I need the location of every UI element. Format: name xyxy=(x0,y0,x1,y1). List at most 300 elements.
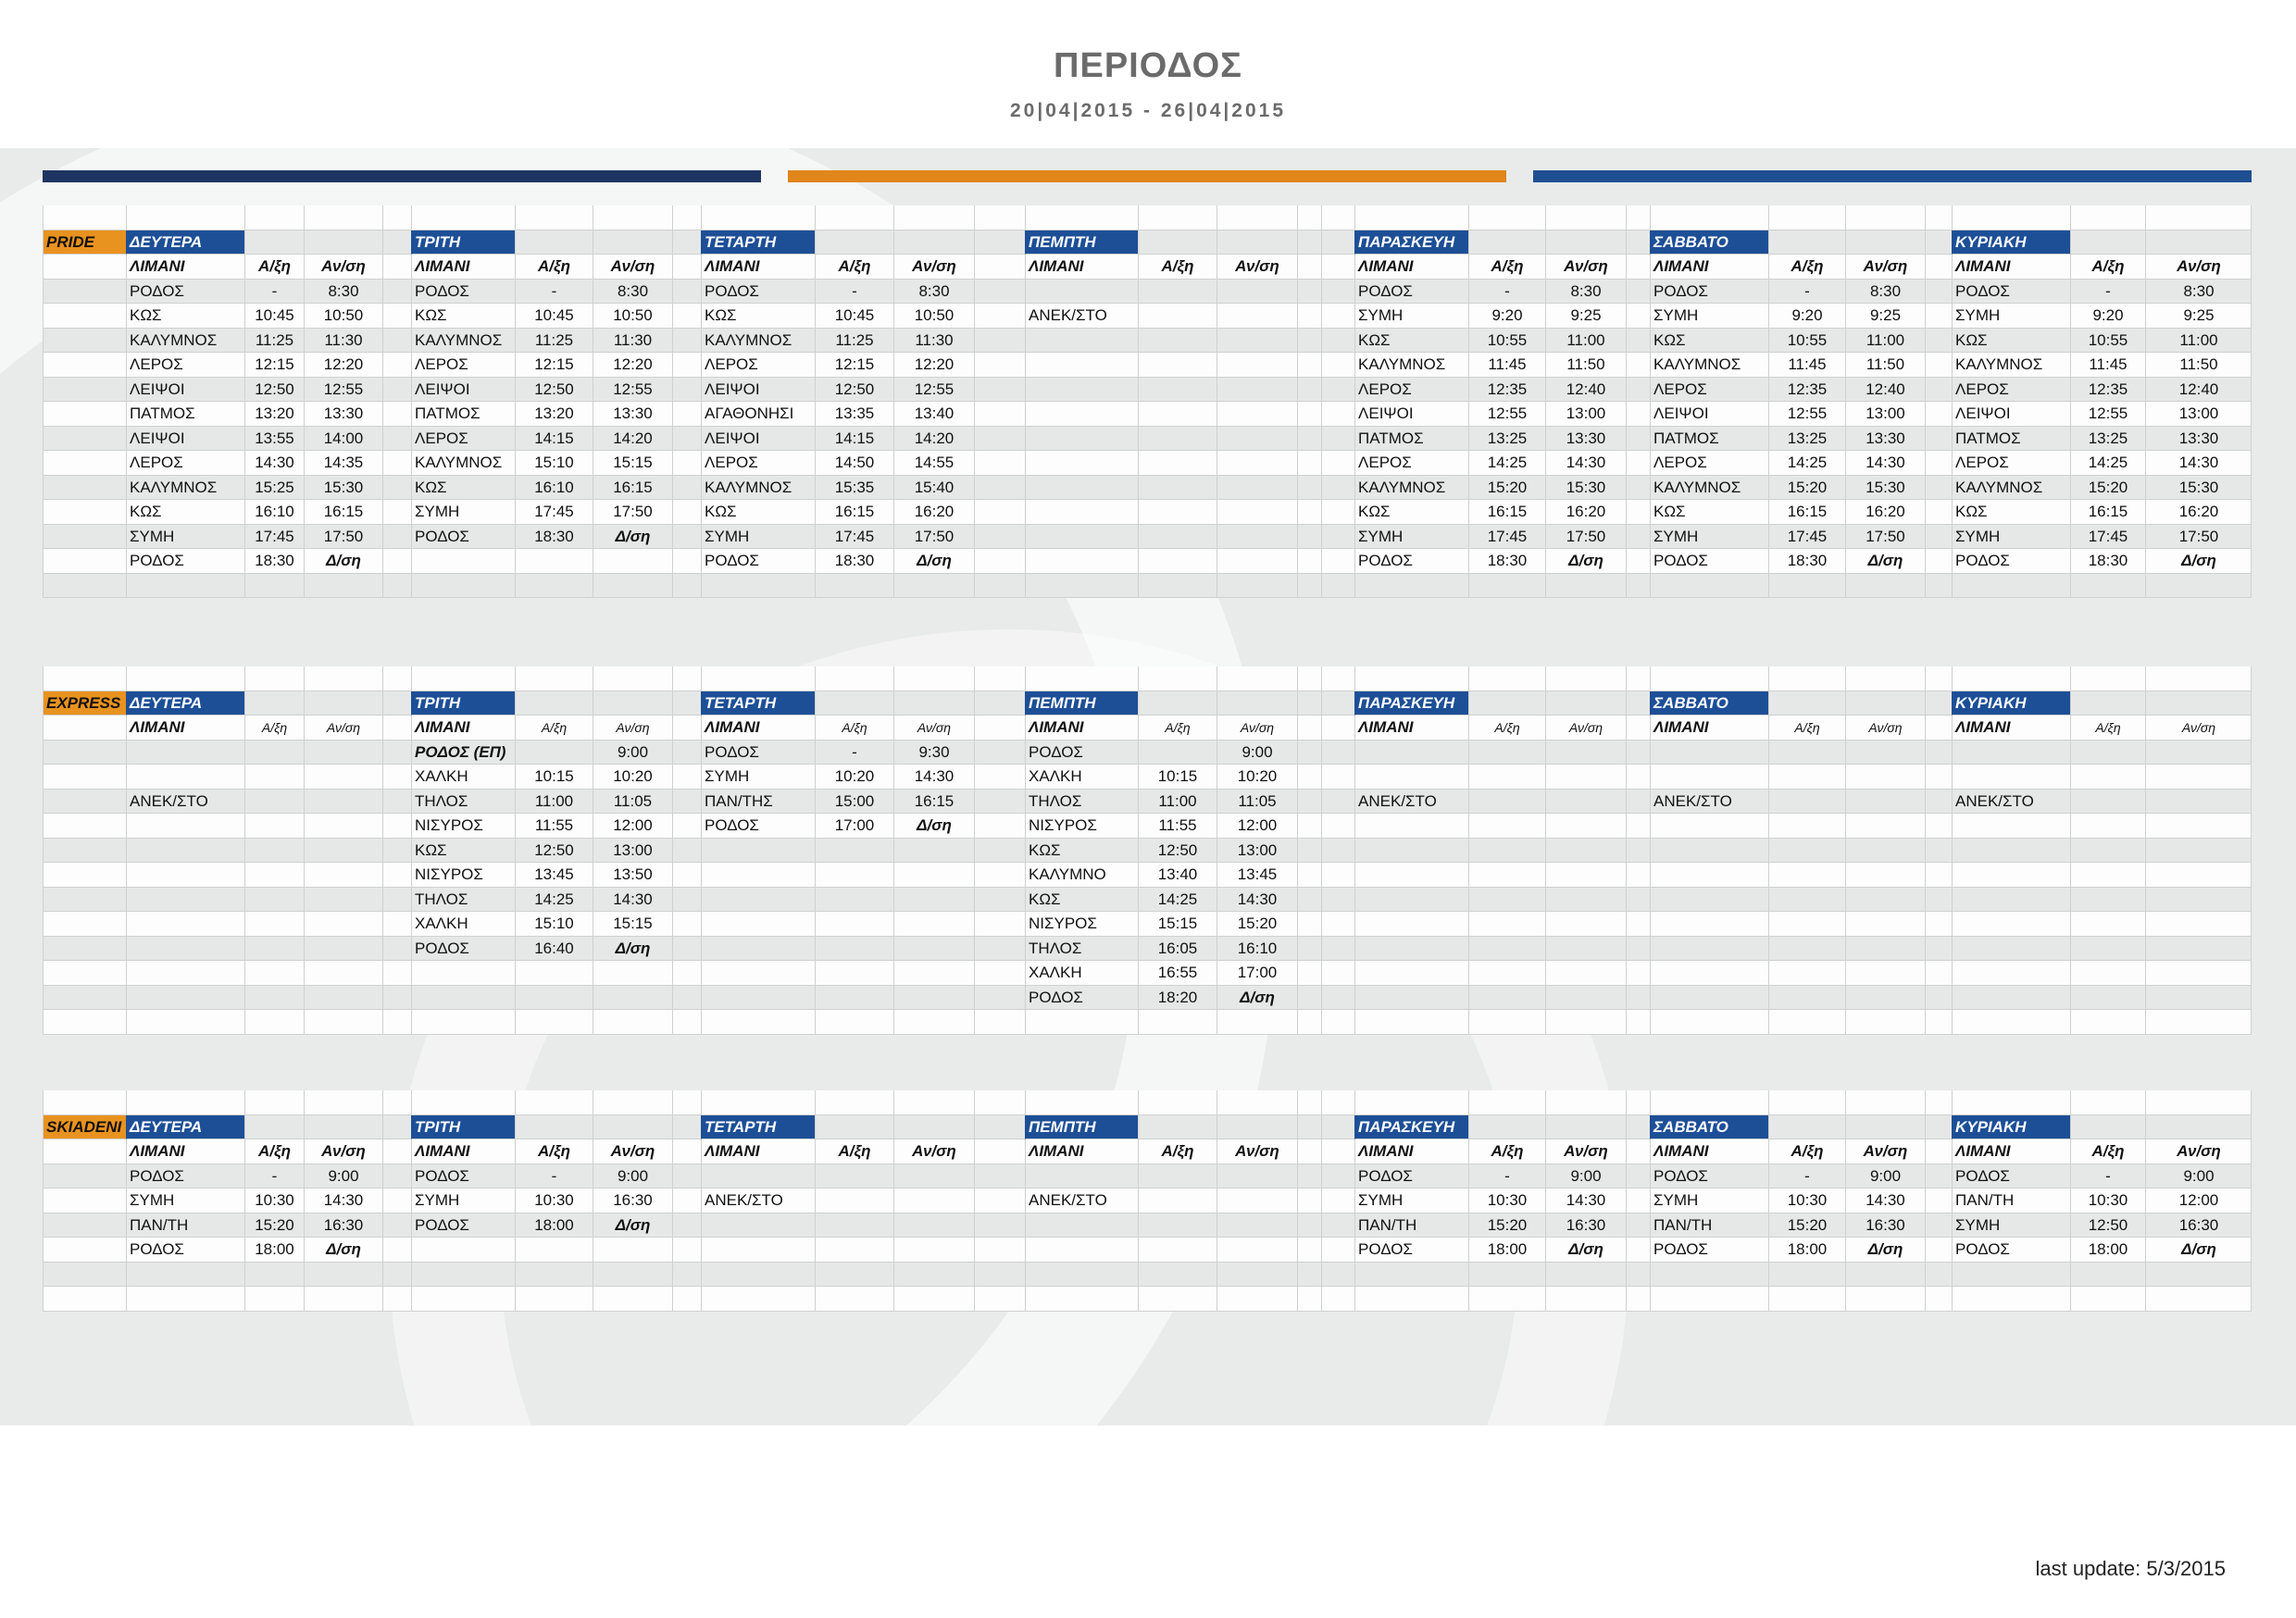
port-cell: ΡΟΔΟΣ xyxy=(1025,986,1138,1011)
departure-time-cell: 14:30 xyxy=(1545,451,1626,476)
departure-column-header: Αν/ση xyxy=(304,255,382,280)
empty-cell xyxy=(974,255,1025,280)
port-cell: ΛΕΙΨΟΙ xyxy=(126,427,244,452)
table-row xyxy=(43,1010,2252,1035)
table-edge xyxy=(2251,666,2252,691)
empty-cell xyxy=(974,863,1025,888)
empty-cell xyxy=(43,912,126,937)
empty-cell xyxy=(1138,1263,1217,1288)
arrival-time-cell: 17:00 xyxy=(815,814,893,839)
empty-cell xyxy=(1925,280,1952,305)
empty-cell xyxy=(1845,888,1925,913)
empty-cell xyxy=(1468,888,1545,913)
port-cell: ΡΟΔΟΣ xyxy=(126,549,244,574)
empty-cell xyxy=(411,666,515,691)
arrival-time-cell: 18:30 xyxy=(815,549,893,574)
empty-cell xyxy=(1297,814,1321,839)
empty-cell xyxy=(1626,1010,1650,1035)
empty-cell xyxy=(974,790,1025,815)
arrival-time-cell: - xyxy=(515,1164,593,1189)
departure-time-cell: 13:30 xyxy=(304,402,382,427)
empty-cell xyxy=(1297,549,1321,574)
empty-cell xyxy=(974,304,1025,329)
table-edge xyxy=(2251,329,2252,354)
departure-time-cell: 9:25 xyxy=(1545,304,1626,329)
port-cell xyxy=(1650,741,1768,765)
empty-cell xyxy=(1650,863,1768,888)
port-cell: ΡΟΔΟΣ xyxy=(1354,549,1468,574)
empty-cell xyxy=(43,427,126,452)
departure-time-cell: 11:30 xyxy=(304,329,382,354)
empty-cell xyxy=(1626,525,1650,550)
empty-cell xyxy=(1217,230,1297,255)
empty-cell xyxy=(382,549,411,574)
arrival-time-cell: - xyxy=(815,741,893,765)
empty-cell xyxy=(1626,961,1650,986)
empty-cell xyxy=(382,839,411,864)
empty-cell xyxy=(1626,765,1650,790)
port-cell: ΛΕΡΟΣ xyxy=(411,427,515,452)
empty-cell xyxy=(126,574,244,599)
empty-cell xyxy=(2145,666,2252,691)
departure-column-header: Αν/ση xyxy=(1845,716,1925,741)
port-cell: ΚΑΛΥΜΝΟ xyxy=(1025,863,1138,888)
empty-cell xyxy=(672,476,701,501)
table-edge xyxy=(2251,716,2252,741)
arrival-time-cell xyxy=(244,741,304,765)
arrival-time-cell: 18:30 xyxy=(1468,549,1545,574)
empty-cell xyxy=(893,691,974,716)
empty-cell xyxy=(974,378,1025,403)
empty-cell xyxy=(815,1010,893,1035)
empty-cell xyxy=(43,549,126,574)
departure-time-cell: 11:05 xyxy=(1217,790,1297,815)
departure-column-header: Αν/ση xyxy=(2145,255,2252,280)
arrival-time-cell: 16:15 xyxy=(2070,500,2145,525)
empty-cell xyxy=(1138,1115,1217,1140)
day-header: ΤΕΤΑΡΤΗ xyxy=(701,1115,815,1140)
arrival-time-cell: 10:45 xyxy=(815,304,893,329)
empty-cell xyxy=(593,986,672,1011)
departure-time-cell xyxy=(1217,1164,1297,1189)
empty-cell xyxy=(672,353,701,378)
empty-cell xyxy=(1925,1214,1952,1238)
empty-cell xyxy=(1025,353,1138,378)
empty-cell xyxy=(515,986,593,1011)
table-row xyxy=(43,329,2252,354)
empty-cell xyxy=(1925,574,1952,599)
empty-cell xyxy=(1545,691,1626,716)
empty-cell xyxy=(1845,1287,1925,1312)
empty-cell xyxy=(382,912,411,937)
empty-cell xyxy=(1845,839,1925,864)
arrival-time-cell: 17:45 xyxy=(2070,525,2145,550)
table-row xyxy=(43,525,2252,550)
departure-time-cell xyxy=(1845,790,1925,815)
empty-cell xyxy=(815,230,893,255)
empty-cell xyxy=(1321,402,1354,427)
departure-column-header: Αν/ση xyxy=(304,1139,382,1164)
empty-cell xyxy=(893,937,974,962)
arrival-time-cell: 15:20 xyxy=(1468,476,1545,501)
empty-cell xyxy=(382,1287,411,1312)
empty-cell xyxy=(1925,476,1952,501)
empty-cell xyxy=(1925,451,1952,476)
empty-cell xyxy=(43,329,126,354)
port-cell: ΛΕΙΨΟΙ xyxy=(411,378,515,403)
empty-cell xyxy=(1025,1238,1138,1263)
departure-time-cell: 9:00 xyxy=(593,1164,672,1189)
departure-time-cell: 14:30 xyxy=(1545,1189,1626,1214)
port-cell: ΚΩΣ xyxy=(411,304,515,329)
empty-cell xyxy=(1217,427,1297,452)
empty-cell xyxy=(1321,1189,1354,1214)
port-cell: ΝΙΣΥΡΟΣ xyxy=(411,814,515,839)
empty-cell xyxy=(2145,691,2252,716)
empty-cell xyxy=(701,912,815,937)
port-cell: ΠΑΝ/ΤΗ xyxy=(126,1214,244,1238)
day-header: ΤΡΙΤΗ xyxy=(411,691,515,716)
table-edge xyxy=(2251,937,2252,962)
port-cell: ΡΟΔΟΣ xyxy=(411,937,515,962)
empty-cell xyxy=(1217,666,1297,691)
departure-time-cell: 15:20 xyxy=(1217,912,1297,937)
table-row xyxy=(43,790,2252,815)
empty-cell xyxy=(515,691,593,716)
departure-column-header: Αν/ση xyxy=(893,255,974,280)
port-cell: ΛΕΡΟΣ xyxy=(1650,451,1768,476)
empty-cell xyxy=(1217,1010,1297,1035)
departure-time-cell: 8:30 xyxy=(2145,280,2252,305)
departure-time-cell: 11:00 xyxy=(2145,329,2252,354)
empty-cell xyxy=(382,1010,411,1035)
empty-cell xyxy=(1297,986,1321,1011)
empty-cell xyxy=(1354,1090,1468,1115)
empty-cell xyxy=(672,451,701,476)
empty-cell xyxy=(672,839,701,864)
empty-cell xyxy=(1321,790,1354,815)
departure-time-cell: 16:15 xyxy=(304,500,382,525)
empty-cell xyxy=(815,863,893,888)
empty-cell xyxy=(126,205,244,230)
port-cell: ΚΑΛΥΜΝΟΣ xyxy=(126,476,244,501)
empty-cell xyxy=(974,500,1025,525)
empty-cell xyxy=(974,912,1025,937)
empty-cell xyxy=(1321,353,1354,378)
empty-cell xyxy=(2070,205,2145,230)
port-cell: ΚΩΣ xyxy=(701,304,815,329)
empty-cell xyxy=(1626,716,1650,741)
arrival-time-cell: - xyxy=(815,280,893,305)
empty-cell xyxy=(1138,1090,1217,1115)
arrival-time-cell: 14:25 xyxy=(1768,451,1845,476)
arrival-time-cell: 13:20 xyxy=(244,402,304,427)
empty-cell xyxy=(672,1115,701,1140)
arrival-column-header: Α/ξη xyxy=(815,1139,893,1164)
empty-cell xyxy=(893,1238,974,1263)
empty-cell xyxy=(1025,525,1138,550)
empty-cell xyxy=(974,353,1025,378)
empty-cell xyxy=(1297,304,1321,329)
empty-cell xyxy=(1468,912,1545,937)
empty-cell xyxy=(1626,986,1650,1011)
empty-cell xyxy=(1768,937,1845,962)
empty-cell xyxy=(1925,378,1952,403)
empty-cell xyxy=(1626,839,1650,864)
day-header-row xyxy=(43,691,2252,716)
empty-cell xyxy=(974,961,1025,986)
empty-cell xyxy=(815,1238,893,1263)
empty-cell xyxy=(672,500,701,525)
empty-cell xyxy=(1845,937,1925,962)
arrival-time-cell: 16:15 xyxy=(1768,500,1845,525)
empty-cell xyxy=(1768,574,1845,599)
departure-time-cell: 12:20 xyxy=(893,353,974,378)
empty-cell xyxy=(1025,1214,1138,1238)
arrival-time-cell: 18:30 xyxy=(1768,549,1845,574)
departure-column-header: Αν/ση xyxy=(1217,1139,1297,1164)
empty-cell xyxy=(1545,1010,1626,1035)
empty-cell xyxy=(1468,986,1545,1011)
empty-cell xyxy=(1297,666,1321,691)
empty-cell xyxy=(382,666,411,691)
arrival-time-cell: 18:30 xyxy=(244,549,304,574)
empty-cell xyxy=(1545,230,1626,255)
departure-time-cell: 16:20 xyxy=(893,500,974,525)
arrival-time-cell: 17:45 xyxy=(815,525,893,550)
empty-cell xyxy=(672,961,701,986)
empty-cell xyxy=(815,888,893,913)
empty-cell xyxy=(244,1263,304,1288)
empty-cell xyxy=(1217,574,1297,599)
empty-cell xyxy=(672,1090,701,1115)
table-row xyxy=(43,1164,2252,1189)
departure-time-cell: 13:30 xyxy=(1545,427,1626,452)
empty-cell xyxy=(974,1115,1025,1140)
ship-tag: PRIDE xyxy=(43,230,126,255)
empty-cell xyxy=(974,1263,1025,1288)
table-edge xyxy=(2251,1189,2252,1214)
table-row xyxy=(43,1287,2252,1312)
empty-cell xyxy=(1321,329,1354,354)
arrival-time-cell: - xyxy=(244,1164,304,1189)
departure-time-cell: 14:30 xyxy=(1845,451,1925,476)
departure-time-cell: 13:00 xyxy=(1217,839,1297,864)
arrival-time-cell: - xyxy=(1768,280,1845,305)
departure-time-cell: Δ/ση xyxy=(2145,549,2252,574)
port-cell: ΡΟΔΟΣ xyxy=(701,549,815,574)
departure-time-cell xyxy=(2145,741,2252,765)
empty-cell xyxy=(1321,500,1354,525)
color-bar-middle xyxy=(788,170,1506,182)
empty-cell xyxy=(1321,986,1354,1011)
departure-time-cell: 14:55 xyxy=(893,451,974,476)
departure-time-cell: Δ/ση xyxy=(304,549,382,574)
port-cell: ΑΝΕΚ/ΣΤΟ xyxy=(1025,304,1138,329)
empty-cell xyxy=(1925,427,1952,452)
empty-cell xyxy=(382,255,411,280)
departure-time-cell xyxy=(1545,741,1626,765)
departure-time-cell: 11:30 xyxy=(593,329,672,354)
empty-cell xyxy=(893,1214,974,1238)
empty-cell xyxy=(593,1238,672,1263)
empty-cell xyxy=(1925,1263,1952,1288)
empty-cell xyxy=(411,1238,515,1263)
arrival-time-cell: 10:55 xyxy=(2070,329,2145,354)
empty-cell xyxy=(672,937,701,962)
empty-cell xyxy=(974,451,1025,476)
port-cell: ΡΟΔΟΣ xyxy=(1354,1164,1468,1189)
empty-cell xyxy=(2070,937,2145,962)
empty-cell xyxy=(2070,961,2145,986)
empty-cell xyxy=(815,1263,893,1288)
port-column-header: ΛΙΜΑΝΙ xyxy=(411,255,515,280)
arrival-time-cell xyxy=(515,741,593,765)
arrival-column-header: Α/ξη xyxy=(1768,716,1845,741)
arrival-time-cell: 12:50 xyxy=(515,839,593,864)
port-cell: ΣΥΜΗ xyxy=(126,1189,244,1214)
empty-cell xyxy=(1626,1189,1650,1214)
arrival-time-cell: 16:05 xyxy=(1138,937,1217,962)
arrival-time-cell: 13:20 xyxy=(515,402,593,427)
empty-cell xyxy=(382,574,411,599)
departure-time-cell: 9:30 xyxy=(893,741,974,765)
empty-cell xyxy=(1768,888,1845,913)
empty-cell xyxy=(1468,1115,1545,1140)
port-cell: ΡΟΔΟΣ xyxy=(1354,1238,1468,1263)
empty-cell xyxy=(2070,888,2145,913)
port-cell: ΡΟΔΟΣ xyxy=(701,741,815,765)
port-cell: ΡΟΔΟΣ xyxy=(701,814,815,839)
table-row xyxy=(43,814,2252,839)
date-range: 20|04|2015 - 26|04|2015 xyxy=(1009,100,1287,121)
departure-time-cell xyxy=(1545,765,1626,790)
empty-cell xyxy=(1626,427,1650,452)
arrival-column-header: Α/ξη xyxy=(1768,1139,1845,1164)
empty-cell xyxy=(382,1164,411,1189)
empty-cell xyxy=(974,986,1025,1011)
departure-time-cell xyxy=(304,741,382,765)
empty-cell xyxy=(1354,961,1468,986)
empty-cell xyxy=(43,986,126,1011)
empty-cell xyxy=(1925,986,1952,1011)
empty-cell xyxy=(1650,1263,1768,1288)
empty-cell xyxy=(515,205,593,230)
empty-cell xyxy=(1321,1164,1354,1189)
arrival-time-cell: 10:55 xyxy=(1468,329,1545,354)
port-cell: ΠΑΤΜΟΣ xyxy=(411,402,515,427)
port-cell: ΣΥΜΗ xyxy=(1650,525,1768,550)
empty-cell xyxy=(2145,1287,2252,1312)
arrival-time-cell: 18:00 xyxy=(244,1238,304,1263)
port-cell: ΡΟΔΟΣ xyxy=(1650,1238,1768,1263)
empty-cell xyxy=(2070,574,2145,599)
empty-cell xyxy=(244,1287,304,1312)
empty-cell xyxy=(1626,1139,1650,1164)
port-cell xyxy=(1354,741,1468,765)
port-cell: ΠΑΤΜΟΣ xyxy=(126,402,244,427)
port-cell: ΑΝΕΚ/ΣΤΟ xyxy=(1952,790,2070,815)
arrival-time-cell: - xyxy=(515,280,593,305)
port-cell: ΚΩΣ xyxy=(1952,500,2070,525)
arrival-time-cell: 18:30 xyxy=(2070,549,2145,574)
empty-cell xyxy=(1217,691,1297,716)
table-row xyxy=(43,549,2252,574)
empty-cell xyxy=(1297,525,1321,550)
empty-cell xyxy=(974,1287,1025,1312)
departure-time-cell: Δ/ση xyxy=(593,525,672,550)
empty-cell xyxy=(43,402,126,427)
empty-cell xyxy=(1845,1010,1925,1035)
empty-cell xyxy=(2145,230,2252,255)
arrival-time-cell xyxy=(1768,765,1845,790)
empty-cell xyxy=(593,549,672,574)
empty-cell xyxy=(1138,525,1217,550)
arrival-time-cell: 9:20 xyxy=(1768,304,1845,329)
empty-cell xyxy=(672,1164,701,1189)
empty-cell xyxy=(1768,230,1845,255)
port-cell: ΠΑΝ/ΤΗ xyxy=(1650,1214,1768,1238)
departure-time-cell: 10:20 xyxy=(1217,765,1297,790)
empty-cell xyxy=(43,839,126,864)
color-bar-right xyxy=(1533,170,2252,182)
empty-cell xyxy=(672,304,701,329)
empty-cell xyxy=(304,814,382,839)
port-cell: ΛΕΙΨΟΙ xyxy=(126,378,244,403)
empty-cell xyxy=(1545,666,1626,691)
departure-column-header: Αν/ση xyxy=(2145,716,2252,741)
empty-cell xyxy=(1321,937,1354,962)
empty-cell xyxy=(1138,402,1217,427)
empty-cell xyxy=(1925,1090,1952,1115)
empty-cell xyxy=(1217,378,1297,403)
departure-time-cell: 14:30 xyxy=(1217,888,1297,913)
empty-cell xyxy=(2070,814,2145,839)
table-edge xyxy=(2251,1164,2252,1189)
empty-cell xyxy=(1626,666,1650,691)
empty-cell xyxy=(515,1287,593,1312)
arrival-time-cell xyxy=(1468,790,1545,815)
empty-cell xyxy=(1297,1189,1321,1214)
empty-cell xyxy=(2070,691,2145,716)
port-cell: ΑΝΕΚ/ΣΤΟ xyxy=(701,1189,815,1214)
empty-cell xyxy=(1925,1115,1952,1140)
port-cell: ΝΙΣΥΡΟΣ xyxy=(1025,912,1138,937)
departure-time-cell: 11:00 xyxy=(1845,329,1925,354)
empty-cell xyxy=(672,741,701,765)
empty-cell xyxy=(382,691,411,716)
empty-cell xyxy=(1025,378,1138,403)
departure-time-cell: 17:50 xyxy=(304,525,382,550)
empty-cell xyxy=(1297,451,1321,476)
day-header: ΣΑΒΒΑΤΟ xyxy=(1650,1115,1768,1140)
empty-cell xyxy=(974,888,1025,913)
empty-cell xyxy=(893,986,974,1011)
table-row xyxy=(43,1189,2252,1214)
arrival-time-cell: 17:45 xyxy=(1468,525,1545,550)
empty-cell xyxy=(244,814,304,839)
arrival-time-cell: 11:45 xyxy=(2070,353,2145,378)
arrival-time-cell xyxy=(2070,790,2145,815)
empty-cell xyxy=(1321,863,1354,888)
empty-cell xyxy=(1545,986,1626,1011)
empty-cell xyxy=(701,986,815,1011)
empty-cell xyxy=(1925,961,1952,986)
arrival-time-cell: 13:25 xyxy=(2070,427,2145,452)
empty-cell xyxy=(43,790,126,815)
day-header: ΠΑΡΑΣΚΕΥΗ xyxy=(1354,691,1468,716)
empty-cell xyxy=(244,912,304,937)
